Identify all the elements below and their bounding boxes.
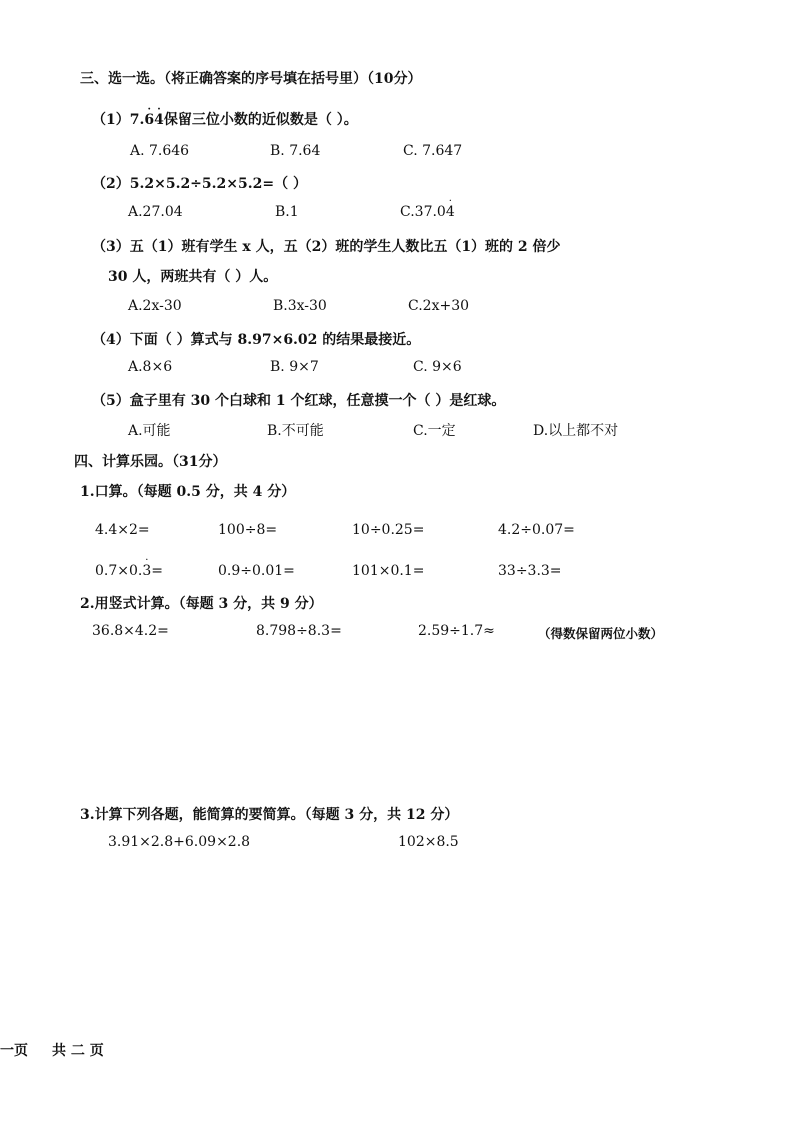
simplify-calc-1: 3.91×2.8+6.09×2.8: [108, 834, 251, 850]
vertical-calc-3: 2.59÷1.7≈: [418, 623, 495, 639]
mental-calc-4: 4.2÷0.07=: [498, 522, 575, 538]
mental-calc-2: 100÷8=: [218, 522, 278, 538]
simplify-calc-2: 102×8.5: [398, 834, 459, 850]
mental-calc-3: 10÷0.25=: [352, 522, 425, 538]
vertical-calc-2: 8.798÷8.3=: [256, 623, 342, 639]
q5-option-c: C.一定: [413, 423, 456, 439]
question-1: [92, 104, 358, 129]
q4-option-a: A.8×6: [128, 359, 173, 375]
mental-calc-6: 0.9÷0.01=: [218, 563, 295, 579]
q5-option-a: A.可能: [128, 423, 171, 439]
q1-repeating-digit-6: · 6: [144, 104, 155, 128]
q1-stem-post: 保留三位小数的近似数是（ ）。: [163, 112, 358, 128]
mental-calc-1: 4.4×2=: [95, 522, 150, 538]
q3-option-a: A.2x-30: [128, 298, 182, 314]
question-5: （5）盒子里有 30 个白球和 1 个红球，任意摸一个（ ）是红球。: [92, 393, 506, 409]
q1-stem-pre: （1）7.: [92, 112, 145, 128]
part3-title: 3.计算下列各题，能简算的要简算。（每题 3 分，共 12 分）: [80, 807, 459, 823]
mental-calc-8: 33÷3.3=: [498, 563, 562, 579]
q5-option-b: B.不可能: [267, 423, 324, 439]
q2-repeating-digit: · 4: [445, 196, 455, 220]
footer-page-number: 一页: [0, 1043, 28, 1059]
q5-option-d: D.以上都不对: [533, 423, 619, 439]
footer-page-total: 共 二 页: [52, 1043, 104, 1059]
q2-option-b: B.1: [275, 204, 299, 220]
mental-calc-5: 0.7×0. · 3=: [95, 555, 164, 579]
part2-title: 2.用竖式计算。（每题 3 分，共 9 分）: [80, 596, 323, 612]
question-3-line2: 30 人，两班共有（ ）人。: [108, 269, 278, 285]
section3-title: 三、选一选。（将正确答案的序号填在括号里）（10分）: [80, 71, 422, 87]
vertical-calc-1: 36.8×4.2=: [92, 623, 169, 639]
q3-option-c: C.2x+30: [408, 298, 470, 314]
q3-option-b: B.3x-30: [273, 298, 327, 314]
section4-title: 四、计算乐园。（31分）: [74, 454, 227, 470]
q4-option-b: B. 9×7: [270, 359, 319, 375]
question-2: （2）5.2×5.2÷5.2×5.2=（ ）: [92, 176, 307, 192]
q2-option-a: A.27.04: [128, 204, 183, 220]
part1-title: 1.口算。（每题 0.5 分，共 4 分）: [80, 484, 296, 500]
q4-option-c: C. 9×6: [413, 359, 462, 375]
q1-option-b: B. 7.64: [270, 143, 321, 159]
vertical-calc-note: （得数保留两位小数）: [538, 626, 664, 641]
q2-option-c: C.37.0 · 4: [400, 196, 455, 220]
question-3-line1: （3）五（1）班有学生 x 人，五（2）班的学生人数比五（1）班的 2 倍少: [92, 239, 561, 255]
q1-option-c: C. 7.647: [403, 143, 463, 159]
q1-option-a: A. 7.646: [130, 143, 190, 159]
question-4: （4）下面（ ）算式与 8.97×6.02 的结果最接近。: [92, 332, 421, 348]
mental-calc-5-repeating-digit: · 3: [142, 555, 152, 579]
mental-calc-7: 101×0.1=: [352, 563, 425, 579]
q1-repeating-digit-4: · 4: [154, 104, 164, 128]
